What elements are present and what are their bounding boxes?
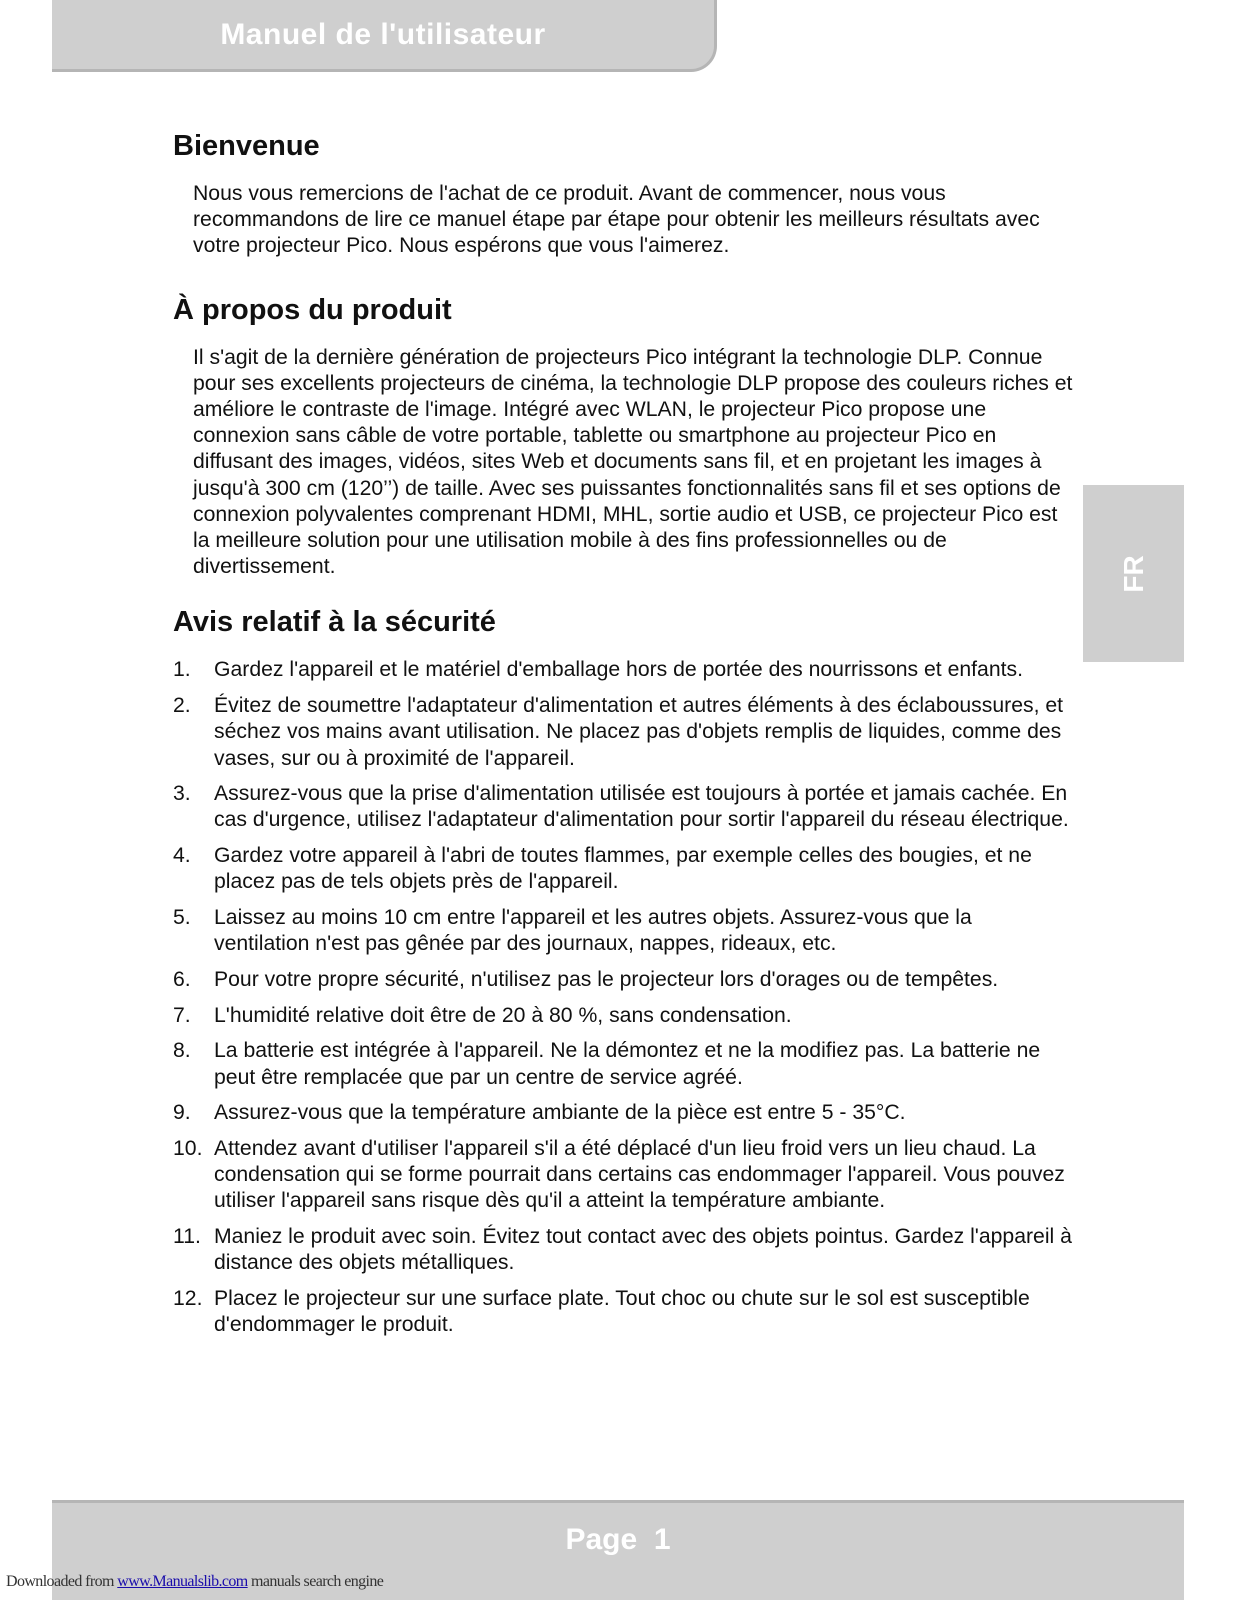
- list-item: [173, 1003, 1073, 1029]
- list-item-text: Gardez l'appareil et le matériel d'emballage hors de portée des nourrissons et enfants.: [214, 658, 1023, 682]
- list-item-number: 9.: [173, 1101, 191, 1125]
- list-item-number: 2.: [173, 694, 191, 718]
- list-item-number: 7.: [173, 1003, 191, 1027]
- list-item: [173, 693, 1073, 772]
- list-item-text: Maniez le produit avec soin. Évitez tout contact avec des objets pointus. Gardez l'appareil à distance des objets métalliques.: [214, 1225, 1072, 1275]
- list-item-number: 1.: [173, 658, 191, 682]
- download-note: [6, 1573, 383, 1591]
- language-tab: [1083, 485, 1184, 662]
- header-tab: [52, 0, 717, 72]
- welcome-section: [173, 130, 1073, 260]
- list-item: [173, 1224, 1073, 1276]
- language-tab-label: FR: [1117, 554, 1149, 593]
- download-note-suffix: manuals search engine: [247, 1573, 384, 1590]
- list-item-text: Évitez de soumettre l'adaptateur d'alimentation et autres éléments à des éclaboussures, et séchez vos mains avant utilisation. Ne placez pas d'objets remplis de liquides, comme des vases, sur ou à proximité de l'appareil.: [214, 694, 1064, 770]
- about-text: Il s'agit de la dernière génération de projecteurs Pico intégrant la technologie DLP. Connue pour ses excellents projecteurs de cinéma, la technologie DLP propose des couleurs riches et améliore le contraste de l'image. Intégré avec WLAN, le projecteur Pico propose une connexion sans câble de votre portable, tablette ou smartphone au projecteur Pico en diffusant des images, vidéos, sites Web et documents sans fil, et en projetant les images à jusqu'à 300 cm (120’’) de taille. Avec ses puissantes fonctionnalités sans fil et ses options de connexion polyvalentes comprenant HDMI, MHL, sortie audio et USB, ce projecteur Pico est la meilleure solution pour une utilisation mobile à des fins professionnelles ou de divertissement.: [193, 345, 1073, 579]
- list-item: [173, 843, 1073, 895]
- list-item-text: Assurez-vous que la prise d'alimentation utilisée est toujours à portée et jamais cachée. En cas d'urgence, utilisez l'adaptateur d'alimentation pour sortir l'appareil du réseau électrique.: [214, 782, 1069, 832]
- list-item: [173, 1136, 1073, 1215]
- list-item-text: Placez le projecteur sur une surface plate. Tout choc ou chute sur le sol est susceptible d'endommager le produit.: [214, 1287, 1030, 1337]
- safety-heading: Avis relatif à la sécurité: [173, 606, 496, 639]
- list-item-number: 6.: [173, 967, 191, 991]
- list-item-number: 4.: [173, 844, 191, 868]
- list-item-number: 3.: [173, 782, 191, 806]
- list-item: [173, 657, 1073, 683]
- list-item-text: Assurez-vous que la température ambiante de la pièce est entre 5 - 35°C.: [214, 1101, 906, 1125]
- about-section: [173, 294, 1073, 581]
- welcome-heading: Bienvenue: [173, 130, 320, 162]
- welcome-text: Nous vous remercions de l'achat de ce produit. Avant de commencer, nous vous recommandons de lire ce manuel étape par étape pour obtenir les meilleurs résultats avec votre projecteur Pico. Nous espérons que vous l'aimerez.: [193, 182, 1040, 258]
- page-content: [173, 130, 1073, 1348]
- download-note-prefix: Downloaded from: [6, 1573, 118, 1590]
- list-item-text: Attendez avant d'utiliser l'appareil s'il a été déplacé d'un lieu froid vers un lieu chaud. La condensation qui se forme pourrait dans certains cas endommager l'appareil. Vous pouvez utiliser l'appareil sans risque dès qu'il a atteint la température ambiante.: [214, 1136, 1065, 1213]
- header-title: Manuel de l'utilisateur: [220, 18, 546, 51]
- list-item-text: Laissez au moins 10 cm entre l'appareil et les autres objets. Assurez-vous que la ventilation n'est pas gênée par des journaux, nappes, rideaux, etc.: [214, 906, 972, 956]
- list-item-number: 10.: [173, 1136, 203, 1160]
- list-item-text: Gardez votre appareil à l'abri de toutes flammes, par exemple celles des bougies, et ne placez pas de tels objets près de l'appareil.: [214, 844, 1032, 894]
- safety-list: [173, 657, 1073, 1338]
- about-heading: À propos du produit: [173, 293, 452, 326]
- list-item-text: Pour votre propre sécurité, n'utilisez pas le projecteur lors d'orages ou de tempêtes.: [214, 967, 999, 991]
- list-item: [173, 1286, 1073, 1338]
- list-item-number: 5.: [173, 906, 191, 930]
- list-item: [173, 781, 1073, 833]
- list-item-number: 12.: [173, 1287, 203, 1310]
- list-item-text: L'humidité relative doit être de 20 à 80 %, sans condensation.: [214, 1003, 792, 1027]
- list-item: [173, 905, 1073, 957]
- list-item-number: 8.: [173, 1039, 191, 1063]
- safety-section: [173, 606, 1073, 1338]
- list-item: [173, 1100, 1073, 1126]
- list-item: [173, 967, 1073, 993]
- list-item: [173, 1038, 1073, 1090]
- page-number: Page 1: [565, 1523, 671, 1556]
- list-item-text: La batterie est intégrée à l'appareil. Ne la démontez et ne la modifiez pas. La batterie ne peut être remplacée que par un centre de service agréé.: [214, 1039, 1041, 1089]
- list-item-number: 11.: [173, 1225, 201, 1249]
- manualslib-link[interactable]: www.Manualslib.com: [117, 1573, 248, 1590]
